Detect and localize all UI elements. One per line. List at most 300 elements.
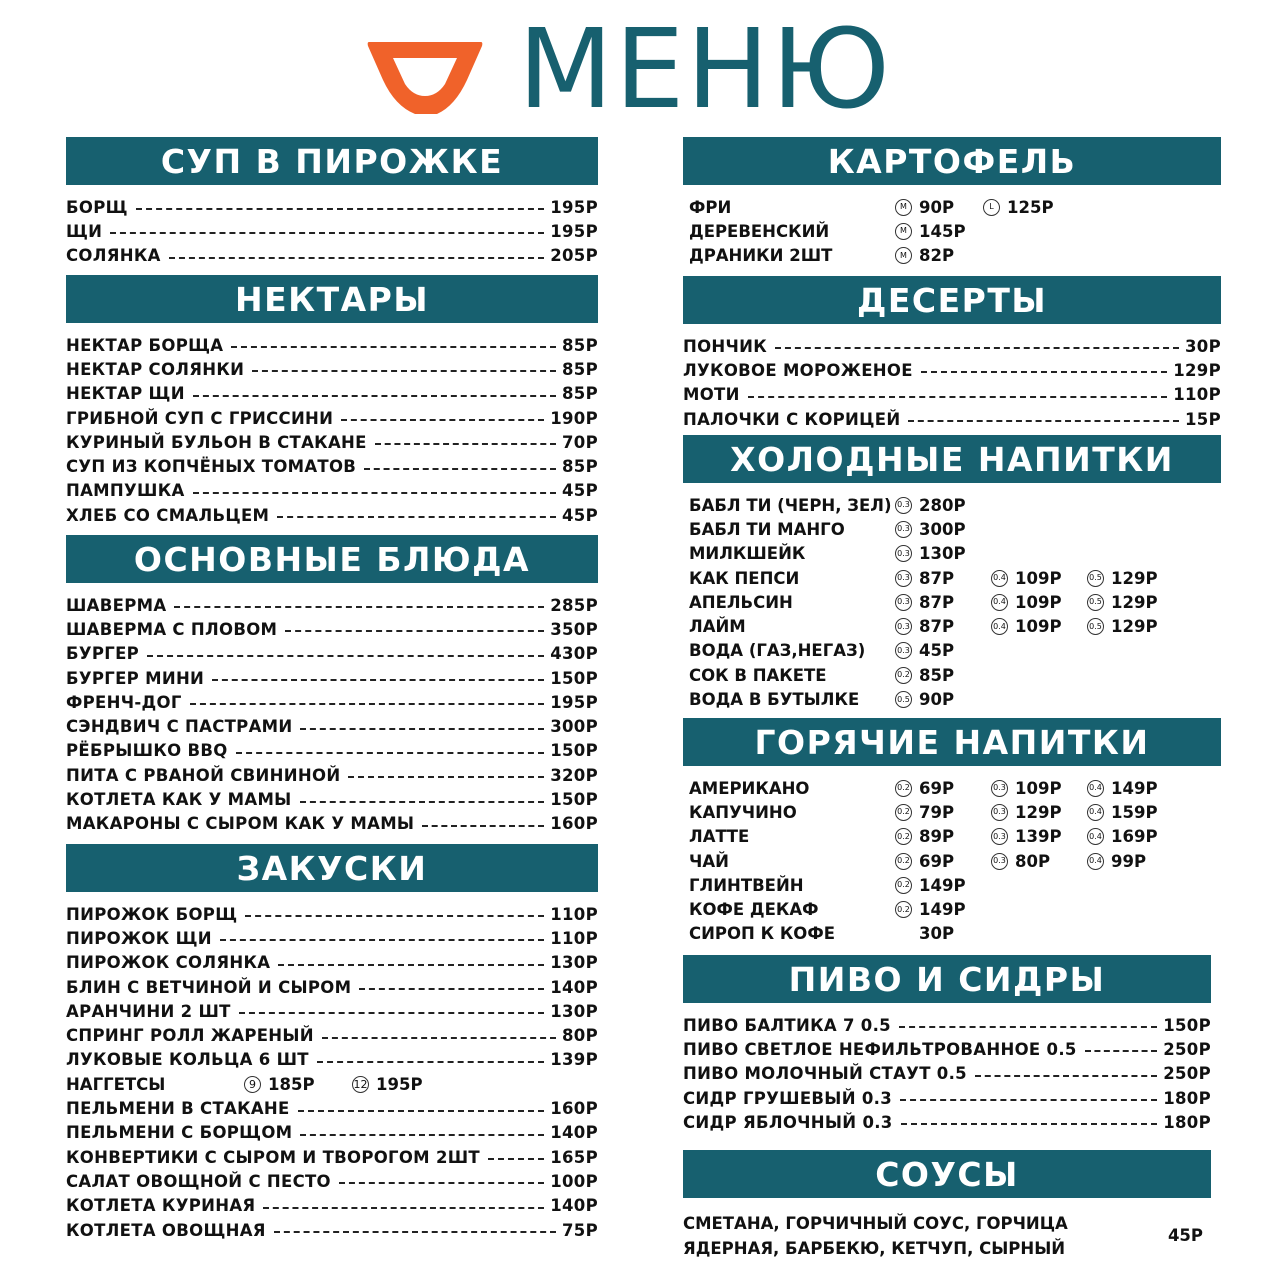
size-badge-icon: 0.3 [895, 545, 912, 562]
item-price: 165Р [550, 1147, 598, 1167]
section-title: СОУСЫ [683, 1150, 1211, 1198]
section-items [683, 324, 1221, 431]
item-price: 87Р [919, 592, 955, 612]
menu-item [683, 1037, 1211, 1061]
menu-item [66, 244, 598, 268]
item-name: ДЕРЕВЕНСКИЙ [689, 221, 830, 241]
size-option [1087, 852, 1183, 871]
menu-item [66, 357, 598, 381]
item-name: БОРЩ [66, 197, 128, 217]
size-badge-icon: 0.3 [895, 594, 912, 611]
menu-item [683, 219, 1221, 243]
item-price: 109Р [1015, 592, 1062, 612]
item-price: 109Р [1015, 617, 1062, 637]
menu-item [683, 825, 1221, 849]
item-name: САЛАТ ОВОЩНОЙ С ПЕСТО [66, 1171, 331, 1191]
dot-leader [900, 1099, 1157, 1101]
item-name: ФРЕНЧ-ДОГ [66, 692, 182, 712]
menu-section-beer [683, 955, 1211, 1134]
menu-item [66, 503, 598, 527]
item-price: 129Р [1173, 360, 1221, 380]
menu-section-soups [66, 137, 598, 268]
item-price: 80Р [562, 1026, 598, 1046]
size-option [895, 617, 991, 636]
menu-item [66, 975, 598, 999]
section-title: ОСНОВНЫЕ БЛЮДА [66, 535, 598, 583]
section-title: КАРТОФЕЛЬ [683, 137, 1221, 185]
item-name: АМЕРИКАНО [689, 778, 810, 798]
size-badge-icon: 0.5 [1087, 570, 1104, 587]
size-option [895, 690, 991, 709]
menu-item [683, 639, 1221, 663]
menu-item [683, 1110, 1211, 1134]
item-price: 150Р [550, 741, 598, 761]
size-option [991, 803, 1087, 822]
size-option [895, 666, 991, 685]
size-badge-icon: 0.2 [895, 901, 912, 918]
size-option [991, 617, 1087, 636]
menu-item [66, 902, 598, 926]
item-name: НЕКТАР ЩИ [66, 384, 185, 404]
size-option [895, 924, 991, 943]
item-name: РЁБРЫШКО BBQ [66, 741, 228, 761]
size-option [895, 876, 991, 895]
section-items [66, 892, 598, 1242]
item-name: ГРИБНОЙ СУП С ГРИССИНИ [66, 408, 334, 428]
size-option [1087, 617, 1183, 636]
dot-leader [317, 1061, 544, 1063]
menu-item [66, 195, 598, 219]
dot-leader [174, 606, 544, 608]
menu-section-desserts [683, 276, 1221, 431]
menu-item [66, 999, 598, 1023]
menu-item [66, 1072, 598, 1096]
size-badge-icon: 0.4 [1087, 780, 1104, 797]
size-badge-icon: L [983, 199, 1000, 216]
size-badge-icon: 0.3 [895, 497, 912, 514]
item-name: ЩИ [66, 221, 103, 241]
item-price: 70Р [562, 432, 598, 452]
item-price: 90Р [919, 197, 955, 217]
item-price: 300Р [550, 717, 598, 737]
menu-item [66, 219, 598, 243]
dot-leader [488, 1158, 544, 1160]
menu-item [683, 614, 1221, 638]
item-name: ПАЛОЧКИ С КОРИЦЕЙ [683, 409, 901, 429]
dot-leader [110, 232, 544, 234]
item-name: ЧАЙ [689, 851, 729, 871]
dot-leader [239, 1012, 545, 1014]
menu-item [66, 1023, 598, 1047]
menu-item [683, 590, 1221, 614]
dot-leader [231, 346, 556, 348]
menu-section-mains [66, 535, 598, 836]
item-price: 30Р [1185, 336, 1221, 356]
size-badge-icon: 0.4 [1087, 804, 1104, 821]
menu-header [0, 5, 1280, 133]
item-name: НАГГЕТСЫ [66, 1074, 166, 1094]
menu-title: МЕНЮ [518, 5, 892, 133]
menu-item [66, 593, 598, 617]
size-badge-icon: 0.3 [895, 642, 912, 659]
dot-leader [341, 419, 544, 421]
item-price: 280Р [919, 495, 966, 515]
section-items [66, 583, 598, 836]
section-items [66, 185, 598, 268]
size-badge-icon: 0.3 [991, 780, 1008, 797]
section-title: НЕКТАРЫ [66, 275, 598, 323]
menu-item [66, 666, 598, 690]
item-price: 150Р [550, 668, 598, 688]
item-name: АРАНЧИНИ 2 ШТ [66, 1001, 231, 1021]
item-name: КОТЛЕТА ОВОЩНАЯ [66, 1220, 266, 1240]
dot-leader [193, 492, 556, 494]
item-name: МАКАРОНЫ С СЫРОМ КАК У МАМЫ [66, 814, 415, 834]
item-price: 85Р [562, 384, 598, 404]
menu-section-potato [683, 137, 1221, 268]
item-price: 140Р [550, 1196, 598, 1216]
item-price: 169Р [1111, 827, 1158, 847]
item-price: 90Р [919, 690, 955, 710]
item-name: КАПУЧИНО [689, 802, 797, 822]
dot-leader [775, 347, 1179, 349]
menu-item [66, 479, 598, 503]
brand-logo-icon [363, 36, 487, 120]
section-title: ГОРЯЧИЕ НАПИТКИ [683, 718, 1221, 766]
menu-item [66, 1048, 598, 1072]
menu-item [66, 787, 598, 811]
item-name: ДРАНИКИ 2ШТ [689, 246, 833, 266]
item-price: 190Р [550, 408, 598, 428]
menu-section-cold-drinks [683, 435, 1221, 712]
menu-item [66, 1194, 598, 1218]
item-name: ПЕЛЬМЕНИ В СТАКАНЕ [66, 1099, 290, 1119]
size-option [895, 803, 991, 822]
dot-leader [748, 396, 1168, 398]
dot-leader [339, 1182, 544, 1184]
size-option [895, 852, 991, 871]
dot-leader [147, 655, 544, 657]
dot-leader [220, 939, 544, 941]
item-name: МОТИ [683, 385, 740, 405]
item-price: 85Р [919, 665, 955, 685]
dot-leader [422, 825, 544, 827]
size-badge-icon: M [895, 199, 912, 216]
section-title: ДЕСЕРТЫ [683, 276, 1221, 324]
item-name: КОТЛЕТА КАК У МАМЫ [66, 790, 292, 810]
size-badge-icon: 0.3 [895, 570, 912, 587]
item-price: 110Р [550, 904, 598, 924]
item-name: ФРИ [689, 197, 732, 217]
item-price: 99Р [1111, 851, 1147, 871]
menu-section-sauces [683, 1150, 1211, 1261]
menu-item [66, 1121, 598, 1145]
menu-item [683, 244, 1221, 268]
size-option [895, 544, 991, 563]
size-badge-icon: 0.2 [895, 877, 912, 894]
item-price: 205Р [550, 246, 598, 266]
item-name: БАБЛ ТИ МАНГО [689, 519, 845, 539]
size-option [895, 641, 991, 660]
dot-leader [300, 1134, 544, 1136]
menu-item [66, 690, 598, 714]
item-price: 85Р [562, 359, 598, 379]
item-name: НЕКТАР БОРЩА [66, 335, 224, 355]
size-option [895, 900, 991, 919]
item-price: 160Р [550, 814, 598, 834]
menu-item [683, 1013, 1211, 1037]
section-title: ХОЛОДНЫЕ НАПИТКИ [683, 435, 1221, 483]
menu-item [683, 873, 1221, 897]
size-badge-icon: 0.3 [991, 853, 1008, 870]
dot-leader [285, 630, 544, 632]
item-price: 109Р [1015, 778, 1062, 798]
item-name: ЛАЙМ [689, 617, 746, 637]
item-name: КОНВЕРТИКИ С СЫРОМ И ТВОРОГОМ 2ШТ [66, 1147, 480, 1167]
size-badge-icon: 0.4 [1087, 853, 1104, 870]
item-name: КОТЛЕТА КУРИНАЯ [66, 1196, 256, 1216]
size-badge-icon: 0.5 [1087, 618, 1104, 635]
item-name: ВОДА (ГАЗ,НЕГАЗ) [689, 641, 866, 661]
item-price: 87Р [919, 617, 955, 637]
sauce-line: СМЕТАНА, ГОРЧИЧНЫЙ СОУС, ГОРЧИЦА [683, 1214, 1068, 1233]
menu-item [683, 566, 1221, 590]
item-price: 15Р [1185, 409, 1221, 429]
menu-item [66, 454, 598, 478]
size-badge-icon: 0.2 [895, 780, 912, 797]
item-name: ШАВЕРМА [66, 595, 167, 615]
item-name: СИДР ЯБЛОЧНЫЙ 0.3 [683, 1112, 893, 1132]
size-option [991, 779, 1087, 798]
size-badge-icon: 0.4 [991, 618, 1008, 635]
menu-item [66, 1145, 598, 1169]
item-name: ПИРОЖОК БОРЩ [66, 904, 238, 924]
dot-leader [921, 371, 1167, 373]
item-name: ПИТА С РВАНОЙ СВИНИНОЙ [66, 765, 341, 785]
dot-leader [298, 1110, 545, 1112]
item-price: 125Р [1007, 197, 1054, 217]
item-price: 185Р [268, 1074, 315, 1094]
item-name: БУРГЕР [66, 644, 140, 664]
item-price: 69Р [919, 778, 955, 798]
size-option [895, 222, 983, 241]
dot-leader [359, 988, 544, 990]
item-name: НЕКТАР СОЛЯНКИ [66, 359, 245, 379]
menu-section-nectars [66, 275, 598, 527]
size-badge-icon: 12 [353, 1077, 368, 1091]
menu-section-snacks [66, 844, 598, 1242]
item-price: 110Р [1173, 385, 1221, 405]
item-price: 109Р [1015, 568, 1062, 588]
menu-item [683, 358, 1221, 382]
item-name: КОФЕ ДЕКАФ [689, 900, 819, 920]
size-badge-icon: 0.4 [1087, 828, 1104, 845]
menu-item [66, 1096, 598, 1120]
item-price: 45Р [562, 505, 598, 525]
item-name: СОК В ПАКЕТЕ [689, 665, 827, 685]
section-items [683, 185, 1221, 268]
dot-leader [193, 395, 556, 397]
size-badge-icon: 0.5 [1087, 594, 1104, 611]
item-price: 45Р [562, 481, 598, 501]
menu-item [683, 493, 1221, 517]
menu-item [66, 714, 598, 738]
item-name: ПИВО СВЕТЛОЕ НЕФИЛЬТРОВАННОЕ 0.5 [683, 1039, 1077, 1059]
menu-item [66, 951, 598, 975]
sauce-list [683, 1198, 1211, 1261]
item-name: ПОНЧИК [683, 336, 768, 356]
dot-leader [375, 443, 556, 445]
size-option [244, 1075, 352, 1094]
item-name: СИРОП К КОФЕ [689, 924, 835, 944]
item-name: СУП ИЗ КОПЧЁНЫХ ТОМАТОВ [66, 457, 357, 477]
menu-item [683, 517, 1221, 541]
menu-item [683, 195, 1221, 219]
item-price: 150Р [1163, 1015, 1211, 1035]
menu-item [66, 763, 598, 787]
size-option [895, 779, 991, 798]
item-price: 140Р [550, 1123, 598, 1143]
item-name: КАК ПЕПСИ [689, 568, 800, 588]
menu-item [66, 739, 598, 763]
dot-leader [364, 468, 556, 470]
item-name: СИДР ГРУШЕВЫЙ 0.3 [683, 1088, 892, 1108]
item-price: 75Р [562, 1220, 598, 1240]
item-price: 300Р [919, 519, 966, 539]
dot-leader [274, 1231, 556, 1233]
dot-leader [263, 1207, 544, 1209]
item-name: ПИВО БАЛТИКА 7 0.5 [683, 1015, 891, 1035]
item-name: ГЛИНТВЕЙН [689, 875, 804, 895]
menu-item [683, 897, 1221, 921]
menu-item [683, 776, 1221, 800]
dot-leader [300, 728, 544, 730]
dot-leader [908, 420, 1179, 422]
item-price: 320Р [550, 765, 598, 785]
item-name: АПЕЛЬСИН [689, 592, 793, 612]
menu-item [683, 334, 1221, 358]
item-name: ПИРОЖОК ЩИ [66, 928, 212, 948]
dot-leader [252, 370, 556, 372]
item-name: СЭНДВИЧ С ПАСТРАМИ [66, 717, 293, 737]
item-name: СПРИНГ РОЛЛ ЖАРЕНЫЙ [66, 1026, 314, 1046]
size-badge-icon: 0.5 [895, 691, 912, 708]
item-price: 82Р [919, 246, 955, 266]
menu-section-hot-drinks [683, 718, 1221, 946]
menu-item [683, 663, 1221, 687]
menu-item [683, 1086, 1211, 1110]
item-price: 159Р [1111, 802, 1158, 822]
size-badge-icon: 0.3 [991, 804, 1008, 821]
size-option [352, 1075, 460, 1094]
menu-item [66, 430, 598, 454]
item-price: 129Р [1111, 617, 1158, 637]
size-option [895, 569, 991, 588]
item-price: 85Р [562, 335, 598, 355]
dot-leader [190, 703, 545, 705]
menu-item [66, 812, 598, 836]
size-option [991, 593, 1087, 612]
item-price: 130Р [550, 953, 598, 973]
size-option [895, 198, 983, 217]
item-name: ХЛЕБ СО СМАЛЬЦЕМ [66, 505, 270, 525]
dot-leader [322, 1037, 556, 1039]
item-name: ЛАТТЕ [689, 827, 750, 847]
item-name: БАБЛ ТИ (ЧЕРН, ЗЕЛ) [689, 495, 892, 515]
dot-leader [136, 208, 544, 210]
menu-item [683, 542, 1221, 566]
item-price: 129Р [1015, 802, 1062, 822]
item-price: 87Р [919, 568, 955, 588]
size-badge-icon: 0.3 [991, 828, 1008, 845]
size-badge-icon: 0.4 [991, 594, 1008, 611]
size-badge-icon: 9 [244, 1076, 261, 1093]
size-option [895, 496, 991, 515]
size-badge-icon: 0.2 [895, 667, 912, 684]
item-price: 79Р [919, 802, 955, 822]
dot-leader [901, 1123, 1158, 1125]
dot-leader [277, 516, 556, 518]
size-badge-icon: 0.4 [991, 570, 1008, 587]
size-option [1087, 779, 1183, 798]
menu-item [66, 406, 598, 430]
item-price: 160Р [550, 1099, 598, 1119]
size-option [1087, 803, 1183, 822]
size-option [1087, 593, 1183, 612]
item-price: 139Р [550, 1050, 598, 1070]
item-price: 30Р [919, 924, 955, 944]
size-option [1087, 569, 1183, 588]
sauce-price: 45Р [1167, 1226, 1203, 1245]
item-price: 129Р [1111, 568, 1158, 588]
size-option [991, 827, 1087, 846]
section-items [66, 323, 598, 527]
menu-item [683, 800, 1221, 824]
dot-leader [212, 679, 544, 681]
item-name: ВОДА В БУТЫЛКЕ [689, 690, 860, 710]
item-name: ПЕЛЬМЕНИ С БОРЩОМ [66, 1123, 293, 1143]
size-badge-icon: 0.2 [895, 828, 912, 845]
item-price: 145Р [919, 221, 966, 241]
section-title: ПИВО И СИДРЫ [683, 955, 1211, 1003]
item-price: 195Р [376, 1074, 423, 1094]
dot-leader [1085, 1050, 1158, 1052]
size-badge-icon: 0.3 [895, 618, 912, 635]
item-price: 285Р [550, 595, 598, 615]
item-price: 89Р [919, 827, 955, 847]
item-price: 195Р [550, 221, 598, 241]
dot-leader [278, 964, 544, 966]
size-badge-icon: M [895, 223, 912, 240]
size-option [895, 827, 991, 846]
section-items [683, 1003, 1211, 1134]
item-price: 110Р [550, 928, 598, 948]
dot-leader [300, 801, 545, 803]
size-option [1087, 827, 1183, 846]
item-price: 139Р [1015, 827, 1062, 847]
size-option [895, 246, 983, 265]
item-price: 85Р [562, 457, 598, 477]
item-price: 45Р [919, 641, 955, 661]
item-price: 250Р [1163, 1064, 1211, 1084]
item-price: 195Р [550, 197, 598, 217]
item-price: 350Р [550, 619, 598, 639]
size-option [895, 520, 991, 539]
menu-item [683, 407, 1221, 431]
item-name: ПИВО МОЛОЧНЫЙ СТАУТ 0.5 [683, 1064, 967, 1084]
item-name: ЛУКОВОЕ МОРОЖЕНОЕ [683, 360, 913, 380]
section-title: СУП В ПИРОЖКЕ [66, 137, 598, 185]
